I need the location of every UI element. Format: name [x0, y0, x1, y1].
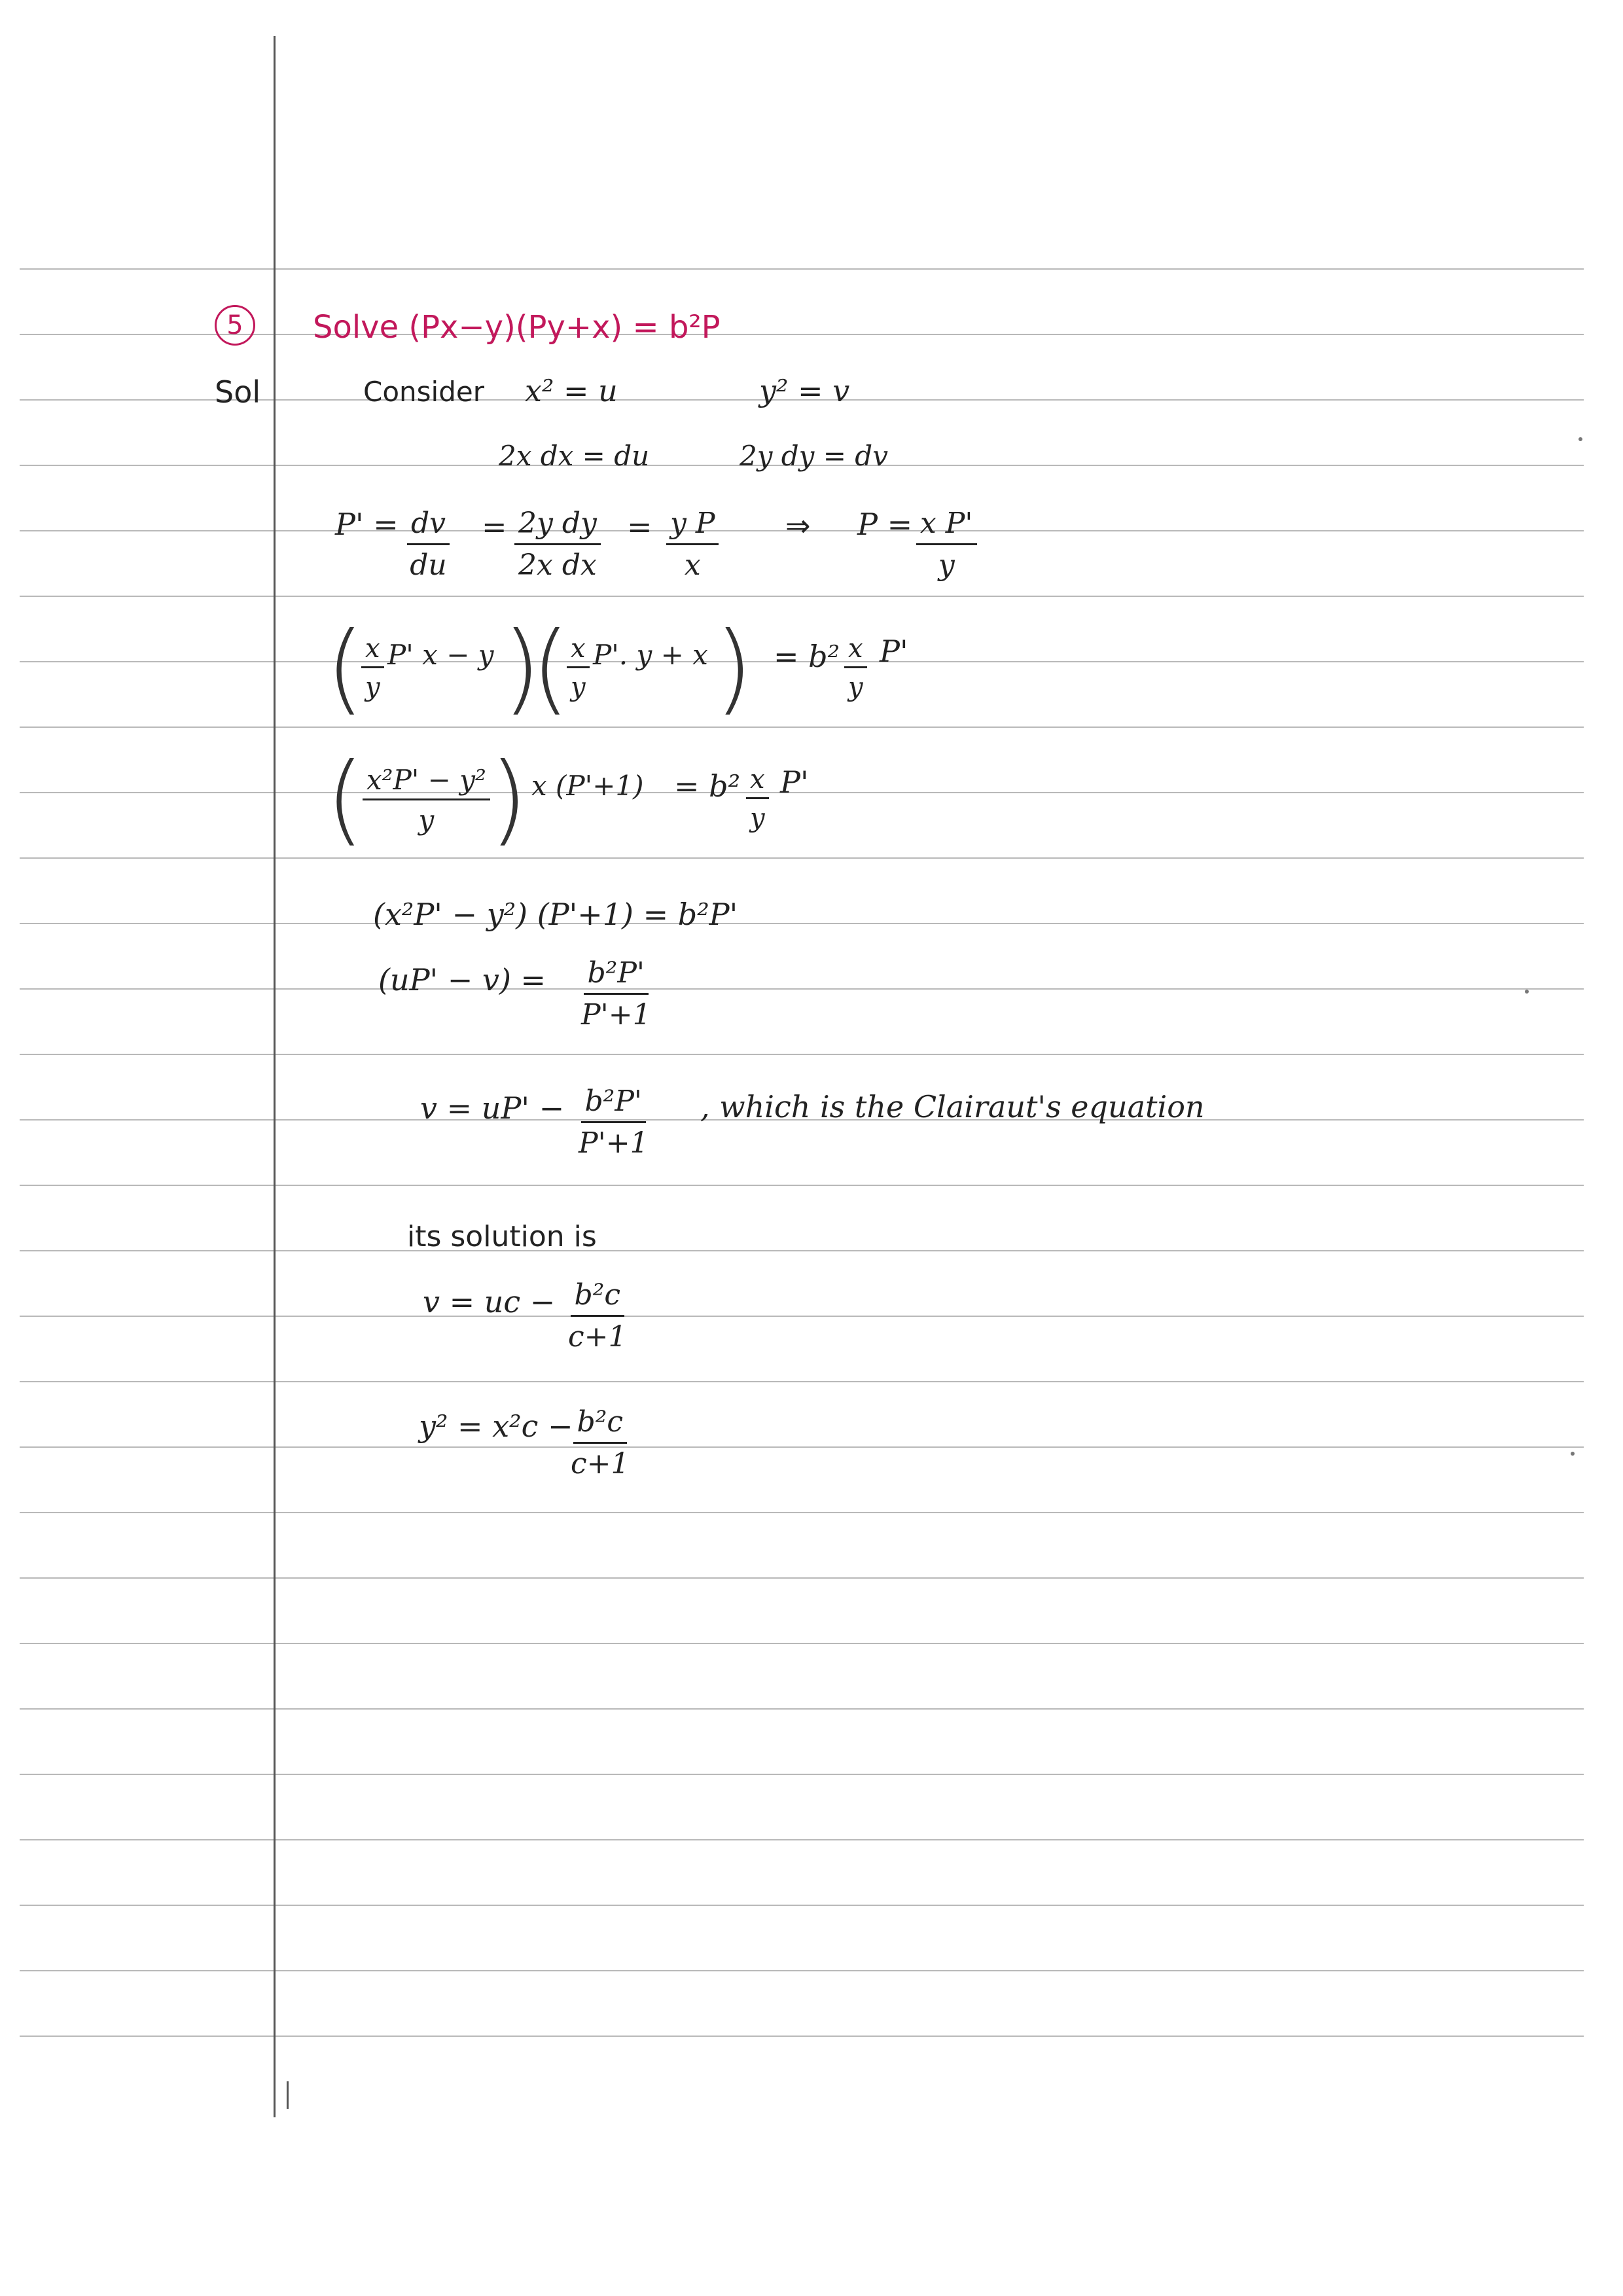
numerator: b²c [573, 1406, 627, 1444]
fraction-b2c-over-c1 [571, 1406, 630, 1480]
ruled-line [20, 1381, 1584, 1382]
ruled-line [20, 1446, 1584, 1448]
ruled-line [20, 1512, 1584, 1513]
ruled-line [20, 1054, 1584, 1055]
margin-line [274, 36, 276, 2117]
paper-speck [1578, 437, 1582, 441]
p-prime-lhs: P' = [335, 507, 399, 542]
step2-rhs-term: P' [780, 764, 809, 800]
differential-u: 2x dx = du [499, 440, 650, 472]
equals-sign: = [482, 509, 507, 545]
left-paren: ( [531, 611, 570, 725]
step4-lhs: (uP' − v) = [378, 962, 546, 997]
denominator: y [365, 672, 380, 702]
fraction-b2p-over-p1 [581, 957, 651, 1031]
margin-line-stub [287, 2081, 289, 2109]
numerator: x [567, 634, 590, 668]
ruled-line [20, 268, 1584, 270]
numerator: x²P' − y² [363, 764, 490, 800]
ruled-line [20, 2036, 1584, 2037]
step1-term-b: P'. y + x [593, 639, 708, 671]
denominator: 2x dx [518, 548, 597, 582]
denominator: y [847, 672, 863, 702]
fraction-dv-du [407, 507, 450, 582]
paper-speck [1525, 990, 1529, 994]
ruled-line [20, 1185, 1584, 1186]
ruled-line [20, 1970, 1584, 1971]
denominator: du [410, 548, 447, 582]
numerator: b²c [571, 1279, 624, 1317]
step1-term-a: P' x − y [387, 639, 494, 671]
fraction-xp-y [916, 507, 977, 582]
step2-rhs: = b² [674, 768, 741, 804]
numerator: x [746, 764, 769, 799]
denominator: c+1 [571, 1446, 630, 1480]
step1-rhs: = b² [774, 639, 840, 674]
denominator: P'+1 [581, 997, 651, 1031]
ruled-line [20, 1905, 1584, 1906]
solution-line1-lhs: v = uc − [423, 1284, 556, 1319]
ruled-line [20, 923, 1584, 924]
denominator: c+1 [568, 1319, 627, 1354]
numerator: y P [666, 507, 719, 545]
fraction-x2p-y2-over-y [363, 764, 490, 836]
left-paren: ( [326, 611, 365, 725]
numerator: 2y dy [514, 507, 601, 545]
denominator: P'+1 [579, 1126, 649, 1160]
solution-label: its solution is [407, 1220, 597, 1253]
problem-statement: Solve (Px−y)(Py+x) = b²P [313, 309, 721, 346]
right-paren: ) [490, 742, 528, 856]
denominator: y [938, 548, 955, 582]
ruled-line [20, 1577, 1584, 1579]
ruled-line [20, 1316, 1584, 1317]
denominator: y [570, 672, 586, 702]
problem-number-text: 5 [226, 310, 243, 340]
ruled-line [20, 1250, 1584, 1251]
substitution-v: y² = v [759, 373, 850, 408]
equals-sign: = [627, 509, 652, 545]
implies-arrow: ⇒ [785, 508, 811, 543]
substitution-u: x² = u [525, 373, 618, 408]
fraction-x-y [567, 634, 590, 702]
ruled-line [20, 1774, 1584, 1775]
ruled-line [20, 1643, 1584, 1644]
ruled-line [20, 596, 1584, 597]
consider-label: Consider [363, 376, 484, 408]
denominator: y [418, 804, 435, 836]
sol-label: Sol [215, 374, 261, 410]
numerator: dv [407, 507, 450, 545]
numerator: x [361, 634, 384, 668]
differential-v: 2y dy = dv [740, 440, 888, 472]
fraction-2ydy-2xdx [514, 507, 601, 582]
ruled-line [20, 726, 1584, 728]
ruled-line [20, 857, 1584, 859]
fraction-x-y [361, 634, 384, 702]
solution-line2-lhs: y² = x²c − [419, 1408, 573, 1444]
paper-speck [1571, 1452, 1575, 1456]
fraction-b2p-over-p1 [579, 1085, 649, 1160]
fraction-yp-x [666, 507, 719, 582]
fraction-b2c-over-c1 [568, 1279, 627, 1354]
numerator: b²P' [584, 957, 649, 995]
ruled-line [20, 988, 1584, 990]
fraction-x-y [844, 634, 867, 702]
step3-equation: (x²P' − y²) (P'+1) = b²P' [373, 897, 738, 932]
ruled-line [20, 334, 1584, 335]
ruled-line [20, 1708, 1584, 1710]
denominator: x [684, 548, 701, 582]
right-paren: ) [503, 611, 541, 725]
step2-factor: x (P'+1) [531, 770, 644, 802]
p-lhs: P = [857, 507, 913, 542]
numerator: b²P' [581, 1085, 647, 1123]
denominator: y [749, 803, 765, 833]
left-paren: ( [326, 742, 365, 856]
numerator: x P' [916, 507, 977, 545]
ruled-line [20, 1839, 1584, 1840]
step5-lhs: v = uP' − [420, 1090, 565, 1126]
problem-number [215, 305, 255, 346]
fraction-x-y [746, 764, 769, 833]
numerator: x [844, 634, 867, 668]
right-paren: ) [715, 611, 753, 725]
clairaut-remark: , which is the Clairaut's equation [700, 1089, 1205, 1124]
step1-rhs-term: P' [880, 634, 908, 669]
